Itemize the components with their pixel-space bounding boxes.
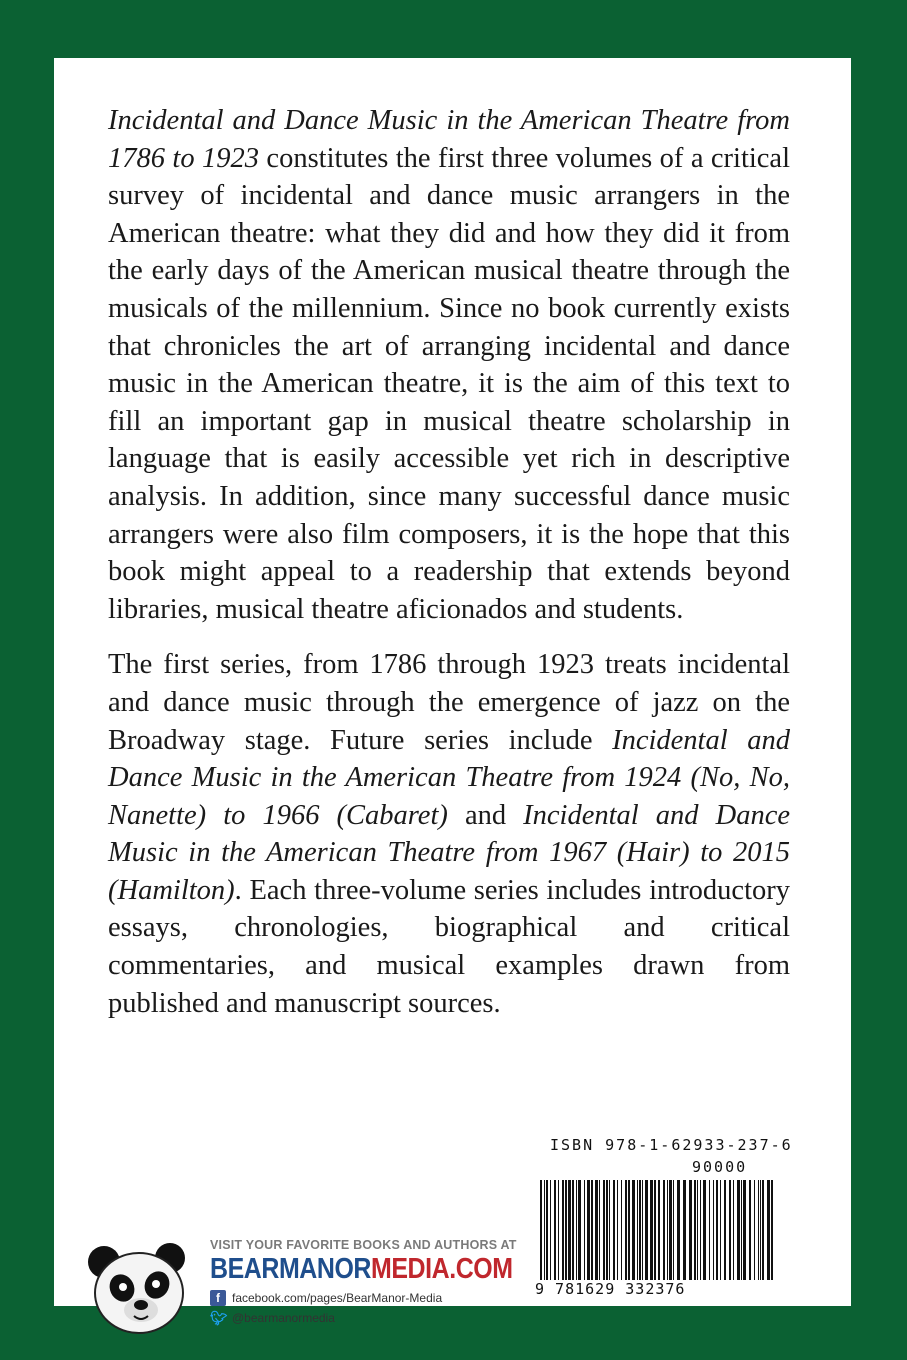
barcode-bar (621, 1180, 622, 1280)
barcode-bar (658, 1180, 660, 1280)
paragraph-1 (108, 102, 790, 628)
barcode (538, 1180, 778, 1284)
barcode-bar (762, 1180, 764, 1280)
barcode-bar (743, 1180, 746, 1280)
brand-part-2: MEDIA.COM (371, 1253, 513, 1285)
barcode-bar (558, 1180, 559, 1280)
barcode-bar (576, 1180, 577, 1280)
barcode-bar (650, 1180, 653, 1280)
barcode-bar (546, 1180, 548, 1280)
paragraph-2-text-a: The first series, from 1786 through 1923 treats incidental and dance music through the emergence of jazz on the Broadway stage. Future series include (108, 649, 790, 756)
barcode-bar (578, 1180, 581, 1280)
paragraph-2-text-c: . Each three-volume series includes introductory essays, chronologies, biographical and critical commentaries, and musical examples drawn from published and manuscript sources. (108, 874, 790, 1019)
barcode-bar (683, 1180, 686, 1280)
barcode-bar (632, 1180, 635, 1280)
barcode-bar (595, 1180, 598, 1280)
barcode-bar (628, 1180, 630, 1280)
barcode-bar (724, 1180, 726, 1280)
barcode-bar (654, 1180, 656, 1280)
visit-text: VISIT YOUR FAVORITE BOOKS AND AUTHORS AT (210, 1238, 517, 1252)
isbn-text: ISBN 978-1-62933-237-6 (550, 1136, 793, 1154)
paragraph-2-text-b: and (447, 799, 524, 831)
future-series-title-1: Incidental and Dance Music in the American Theatre from 1924 (No, No, Nanette) to 1966 (Cabaret) (108, 724, 791, 831)
facebook-icon: f (210, 1290, 226, 1306)
barcode-bar (540, 1180, 542, 1280)
publisher-promo (210, 1238, 562, 1326)
barcode-bar (741, 1180, 742, 1280)
future-series-title-2: Incidental and Dance Music in the American Theatre from 1967 (Hair) to 2015 (Hamilton) (108, 799, 790, 906)
barcode-bar (709, 1180, 710, 1280)
publisher-brand[interactable] (210, 1253, 513, 1286)
barcode-bar (572, 1180, 574, 1280)
paragraph-2 (108, 646, 790, 1022)
barcode-digits: 9 781629 332376 (535, 1280, 686, 1298)
barcode-bar (749, 1180, 751, 1280)
barcode-bar (697, 1180, 698, 1280)
barcode-bar (603, 1180, 605, 1280)
panda-logo-icon (84, 1238, 194, 1338)
barcode-bar (737, 1180, 740, 1280)
barcode-bar (568, 1180, 571, 1280)
barcode-bar (642, 1180, 643, 1280)
barcode-bar (565, 1180, 567, 1280)
barcode-bar (669, 1180, 672, 1280)
blurb-text (108, 102, 790, 1040)
barcode-bar (720, 1180, 721, 1280)
barcode-bar (609, 1180, 610, 1280)
barcode-bar (729, 1180, 731, 1280)
barcode-bar (760, 1180, 761, 1280)
barcode-bar (599, 1180, 600, 1280)
barcode-bar (716, 1180, 718, 1280)
barcode-bar (591, 1180, 593, 1280)
barcode-bar (606, 1180, 608, 1280)
barcode-bar (645, 1180, 648, 1280)
barcode-bar (562, 1180, 564, 1280)
twitter-icon: 🐦︎ (210, 1310, 228, 1326)
barcode-bar (689, 1180, 692, 1280)
barcode-bar (617, 1180, 618, 1280)
barcode-bar (584, 1180, 585, 1280)
barcode-bar (703, 1180, 706, 1280)
twitter-link[interactable] (210, 1310, 562, 1326)
back-cover-panel (54, 58, 851, 1326)
barcode-bar (713, 1180, 714, 1280)
barcode-bar (587, 1180, 590, 1280)
barcode-bar (694, 1180, 696, 1280)
barcode-bar (754, 1180, 755, 1280)
barcode-bar (677, 1180, 680, 1280)
barcode-bar (637, 1180, 638, 1280)
barcode-bar (667, 1180, 668, 1280)
barcode-bar (767, 1180, 770, 1280)
barcode-bar (550, 1180, 551, 1280)
barcode-bar (733, 1180, 734, 1280)
cover-footer (54, 1088, 851, 1326)
price-code: 90000 (692, 1158, 748, 1176)
barcode-bar (625, 1180, 627, 1280)
barcode-bar (554, 1180, 556, 1280)
facebook-link[interactable] (210, 1290, 562, 1306)
barcode-bar (639, 1180, 641, 1280)
paragraph-1-text: constitutes the first three volumes of a critical survey of incidental and dance music arrangers in the American theatre: what they did and how they did it from the early days of the American musical theatre through the musicals of the millennium. Since no book currently exists that chronicles the art of arranging incidental and dance music in the American theatre, it is the aim of this text to fill an important gap in musical theatre scholarship in language that is easily accessible yet rich in descriptive analysis. In addition, since many successful dance music arrangers were also film composers, it is the hope that this book might appeal to a readership that extends beyond libraries, musical theatre aficionados and students. (108, 142, 790, 625)
twitter-handle: @bearmanormedia (232, 1311, 335, 1325)
barcode-bar (663, 1180, 665, 1280)
facebook-url: facebook.com/pages/BearManor-Media (232, 1291, 443, 1305)
barcode-bar (673, 1180, 674, 1280)
barcode-bar (700, 1180, 701, 1280)
barcode-bar (758, 1180, 759, 1280)
brand-part-1: BEARMANOR (210, 1253, 372, 1285)
barcode-bar (544, 1180, 545, 1280)
title-italic: Incidental and Dance Music in the American Theatre from 1786 to 1923 (108, 105, 790, 174)
barcode-bar (613, 1180, 615, 1280)
barcode-bar (771, 1180, 773, 1280)
